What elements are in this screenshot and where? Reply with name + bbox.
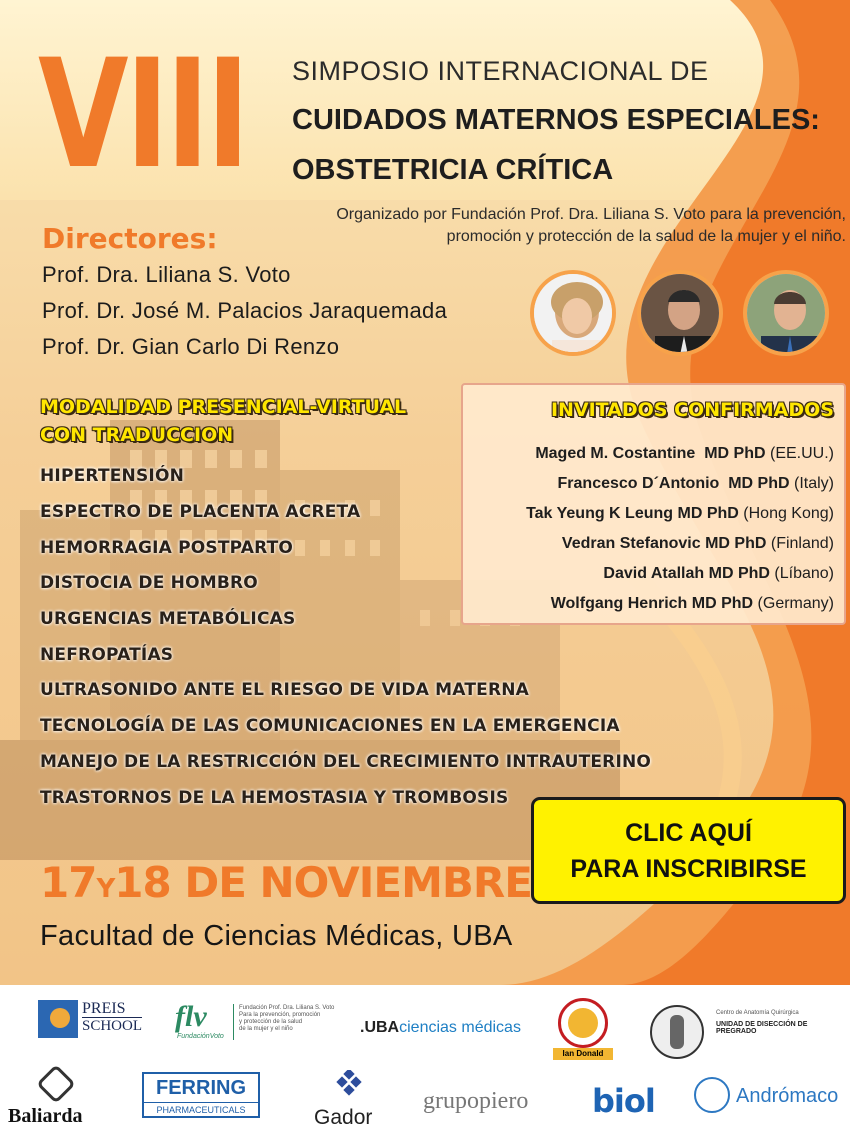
- grupo-piero-logo: grupopiero: [423, 1088, 529, 1114]
- edition-numeral: VIII: [38, 28, 247, 202]
- director-name: Prof. Dra. Liliana S. Voto: [42, 262, 291, 287]
- biol-logo: biol: [592, 1082, 655, 1120]
- director-photo-voto: [530, 270, 616, 356]
- guest-entry: David Atallah MD PhD (Líbano): [603, 565, 834, 582]
- topic-item: TRASTORNOS DE LA HEMOSTASIA Y TROMBOSIS: [40, 788, 509, 808]
- topic-item: HIPERTENSIÓN: [40, 466, 185, 486]
- event-date: 17Y18 DE NOVIEMBRE: [40, 858, 532, 907]
- topic-item: TECNOLOGÍA DE LAS COMUNICACIONES EN LA EMERGENCIA: [40, 716, 620, 736]
- baliarda-emblem-icon: [36, 1064, 76, 1104]
- event-venue: Facultad de Ciencias Médicas, UBA: [40, 920, 513, 952]
- topic-item: DISTOCIA DE HOMBRO: [40, 573, 258, 593]
- director-name: Prof. Dr. José M. Palacios Jaraquemada: [42, 298, 448, 323]
- guest-entry: Tak Yeung K Leung MD PhD (Hong Kong): [526, 505, 834, 522]
- guest-entry: Wolfgang Henrich MD PhD (Germany): [550, 595, 834, 612]
- guest-entry: Maged M. Costantine MD PhD (EE.UU.): [535, 445, 834, 462]
- guests-heading: INVITADOS CONFIRMADOS: [550, 399, 834, 421]
- register-button[interactable]: CLIC AQUÍ PARA INSCRIBIRSE: [531, 797, 846, 904]
- ferring-logo: FERRING PHARMACEUTICALS: [142, 1072, 260, 1118]
- guest-entry: Francesco D´Antonio MD PhD (Italy): [557, 475, 834, 492]
- gador-logo: Gador: [310, 1070, 390, 1130]
- sponsor-footer: [0, 985, 850, 1148]
- topic-item: MANEJO DE LA RESTRICCIÓN DEL CRECIMIENTO INTRAUTERINO: [40, 752, 652, 772]
- preis-school-logo: PREIS SCHOOL: [38, 1000, 146, 1040]
- director-name: Prof. Dr. Gian Carlo Di Renzo: [42, 334, 340, 359]
- guest-entry: Vedran Stefanovic MD PhD (Finland): [561, 535, 834, 552]
- modality-label: MODALIDAD PRESENCIAL-VIRTUAL: [40, 396, 407, 418]
- modality-label: CON TRADUCCION: [40, 424, 234, 446]
- topic-item: ESPECTRO DE PLACENTA ACRETA: [40, 502, 361, 522]
- topic-item: NEFROPATÍAS: [40, 645, 174, 665]
- andromaco-logo: Andrómaco: [694, 1077, 846, 1117]
- uba-logo: .UBAciencias médicas: [360, 1019, 521, 1036]
- topic-item: ULTRASONIDO ANTE EL RIESGO DE VIDA MATERNA: [40, 680, 530, 700]
- director-photo-palacios: [637, 270, 723, 356]
- symposium-title-line2: CUIDADOS MATERNOS ESPECIALES:: [292, 104, 820, 136]
- fundacion-voto-logo: flv FundaciónVoto Fundación Prof. Dra. Liliana S. Voto Para la prevención, promoción y protección de la salud de la mujer y el niño: [175, 1000, 335, 1040]
- director-photo-direnzo: [743, 270, 829, 356]
- topic-item: HEMORRAGIA POSTPARTO: [40, 538, 294, 558]
- symposium-title-line3: OBSTETRICIA CRÍTICA: [292, 154, 614, 186]
- guests-panel: [461, 383, 846, 625]
- symposium-title-line1: SIMPOSIO INTERNACIONAL DE: [292, 56, 709, 86]
- ian-donald-school-logo: Ian Donald: [548, 998, 618, 1070]
- topic-item: URGENCIAS METABÓLICAS: [40, 609, 296, 629]
- andromaco-emblem-icon: [694, 1077, 730, 1113]
- baliarda-logo: Baliarda: [8, 1070, 108, 1130]
- anatomia-unidad-logo: Centro de Anatomía Quirúrgica UNIDAD DE DISECCIÓN DE PREGRADO: [650, 1005, 840, 1065]
- organizer-text: Organizado por Fundación Prof. Dra. Liliana S. Voto para la prevención, promoción y protección de la salud de la mujer y el niño.: [336, 206, 846, 245]
- directors-heading: Directores:: [42, 222, 218, 255]
- gador-diamond-icon: [332, 1070, 366, 1104]
